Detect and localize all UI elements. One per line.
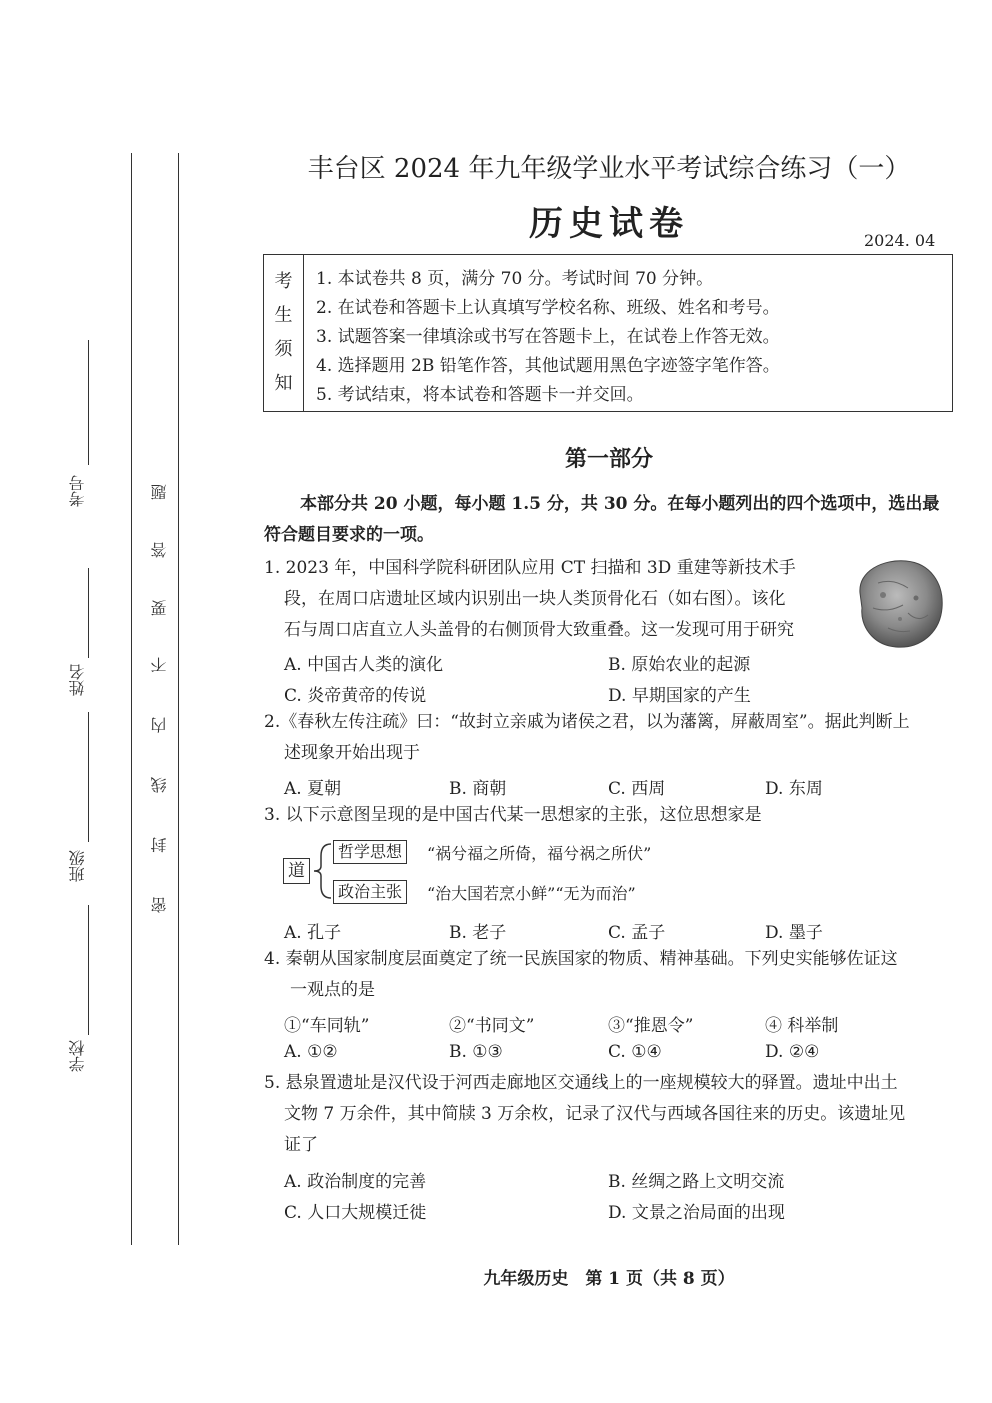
q4-item-3: ③“推恩令” xyxy=(608,1016,694,1036)
q5-option-b: B. 丝绸之路上文明交流 xyxy=(608,1172,785,1192)
q5-option-c: C. 人口大规模迁徙 xyxy=(284,1203,427,1223)
q2-option-d: D. 东周 xyxy=(765,779,823,799)
q1-option-b: B. 原始农业的起源 xyxy=(608,655,751,675)
skull-fossil-image xyxy=(848,553,948,653)
q3-option-a: A. 孔子 xyxy=(284,923,342,943)
q5-option-a: A. 政治制度的完善 xyxy=(284,1172,427,1192)
exam-subtitle: 历史试卷 xyxy=(529,204,689,244)
q1-option-a: A. 中国古人类的演化 xyxy=(284,655,444,675)
notice-heading xyxy=(264,255,304,411)
seal-char: 密 xyxy=(150,897,169,913)
part-title: 第一部分 xyxy=(564,446,653,472)
exam-title: 丰台区 2024 年九年级学业水平考试综合练习（一） xyxy=(307,154,911,184)
q1-option-d: D. 早期国家的产生 xyxy=(608,686,751,706)
question-1-line: 1. 2023 年，中国科学院科研团队应用 CT 扫描和 3D 重建等新技术手 xyxy=(264,558,796,578)
diagram-branch1-label: 哲学思想 xyxy=(333,840,407,864)
part-instruction: 本部分共 20 小题，每小题 1.5 分，共 30 分。在每小题列出的四个选项中，选出最符合题目要求的一项。 xyxy=(264,494,940,545)
question-1-line: 段，在周口店遗址区域内识别出一块人类顶骨化石（如右图）。该化 xyxy=(284,589,786,609)
seal-char: 答 xyxy=(150,542,169,558)
margin-line-outer xyxy=(131,153,132,1245)
q2-option-b: B. 商朝 xyxy=(449,779,507,799)
exam-no-label: 考号 xyxy=(68,475,87,507)
seal-char: 内 xyxy=(150,717,169,733)
notice-item: 2. 在试卷和答题卡上认真填写学校名称、班级、姓名和考号。 xyxy=(316,298,780,318)
notice-heading-char: 知 xyxy=(274,373,293,394)
question-5-line: 证了 xyxy=(284,1135,318,1155)
question-1-line: 石与周口店直立人头盖骨的右侧顶骨大致重叠。这一发现可用于研究 xyxy=(284,620,794,640)
diagram-branch1-text: “祸兮福之所倚，福兮祸之所伏” xyxy=(427,844,652,863)
name-line xyxy=(88,568,89,658)
thought-diagram xyxy=(281,836,721,906)
q4-option-d: D. ②④ xyxy=(765,1042,820,1062)
exam-date: 2024. 04 xyxy=(864,231,936,250)
q4-option-b: B. ①③ xyxy=(449,1042,503,1062)
question-2-line: 述现象开始出现于 xyxy=(284,743,420,763)
notice-list xyxy=(316,265,780,410)
notice-item: 3. 试题答案一律填涂或书写在答题卡上，在试卷上作答无效。 xyxy=(316,327,780,347)
q3-option-c: C. 孟子 xyxy=(608,923,666,943)
q2-option-c: C. 西周 xyxy=(608,779,666,799)
q4-item-2: ②“书同文” xyxy=(449,1016,535,1036)
q4-option-a: A. ①② xyxy=(284,1042,338,1062)
question-4-line: 4. 秦朝从国家制度层面奠定了统一民族国家的物质、精神基础。下列史实能够佐证这 xyxy=(264,949,898,969)
diagram-branch2-label: 政治主张 xyxy=(333,880,407,904)
seal-char: 封 xyxy=(150,837,169,853)
q4-item-1: ①“车同轨” xyxy=(284,1016,370,1036)
question-5-line: 5. 悬泉置遗址是汉代设于河西走廊地区交通线上的一座规模较大的驿置。遗址中出土 xyxy=(264,1073,898,1093)
margin-line-inner xyxy=(178,153,179,1245)
notice-item: 5. 考试结束，将本试卷和答题卡一并交回。 xyxy=(316,385,644,405)
class-line xyxy=(88,712,89,842)
page-footer: 九年级历史 第 1 页（共 8 页） xyxy=(483,1269,735,1289)
q1-option-c: C. 炎帝黄帝的传说 xyxy=(284,686,427,706)
q4-item-4: ④ 科举制 xyxy=(765,1016,839,1036)
class-label: 班级 xyxy=(68,850,87,882)
q3-option-d: D. 墨子 xyxy=(765,923,823,943)
notice-item: 4. 选择题用 2B 铅笔作答，其他试题用黑色字迹签字笔作答。 xyxy=(316,356,780,376)
q5-option-d: D. 文景之治局面的出现 xyxy=(608,1203,785,1223)
diagram-brace xyxy=(311,842,333,900)
diagram-root: 道 xyxy=(283,858,310,884)
school-label: 学校 xyxy=(68,1040,87,1072)
name-label: 姓名 xyxy=(68,664,87,696)
notice-heading-char: 须 xyxy=(274,339,293,360)
notice-heading-char: 考 xyxy=(274,271,293,292)
q3-option-b: B. 老子 xyxy=(449,923,507,943)
question-2-line: 2.《春秋左传注疏》曰：“故封立亲戚为诸侯之君，以为藩篱，屏蔽周室”。据此判断上 xyxy=(264,712,910,732)
question-4-line: 一观点的是 xyxy=(290,980,375,1000)
q4-option-c: C. ①④ xyxy=(608,1042,662,1062)
candidate-notice xyxy=(263,254,953,412)
seal-char: 不 xyxy=(150,657,169,673)
q2-option-a: A. 夏朝 xyxy=(284,779,342,799)
question-3-line: 3. 以下示意图呈现的是中国古代某一思想家的主张，这位思想家是 xyxy=(264,805,762,825)
diagram-branch2-text: “治大国若烹小鲜”“无为而治” xyxy=(427,884,636,903)
school-line xyxy=(88,905,89,1035)
notice-item: 1. 本试卷共 8 页，满分 70 分。考试时间 70 分钟。 xyxy=(316,269,714,289)
question-5-line: 文物 7 万余件，其中简牍 3 万余枚，记录了汉代与西域各国往来的历史。该遗址见 xyxy=(284,1104,906,1124)
notice-heading-char: 生 xyxy=(274,305,293,326)
seal-char: 要 xyxy=(150,600,169,616)
seal-char: 线 xyxy=(150,777,169,793)
exam-no-line xyxy=(88,340,89,465)
seal-char: 题 xyxy=(150,484,169,500)
